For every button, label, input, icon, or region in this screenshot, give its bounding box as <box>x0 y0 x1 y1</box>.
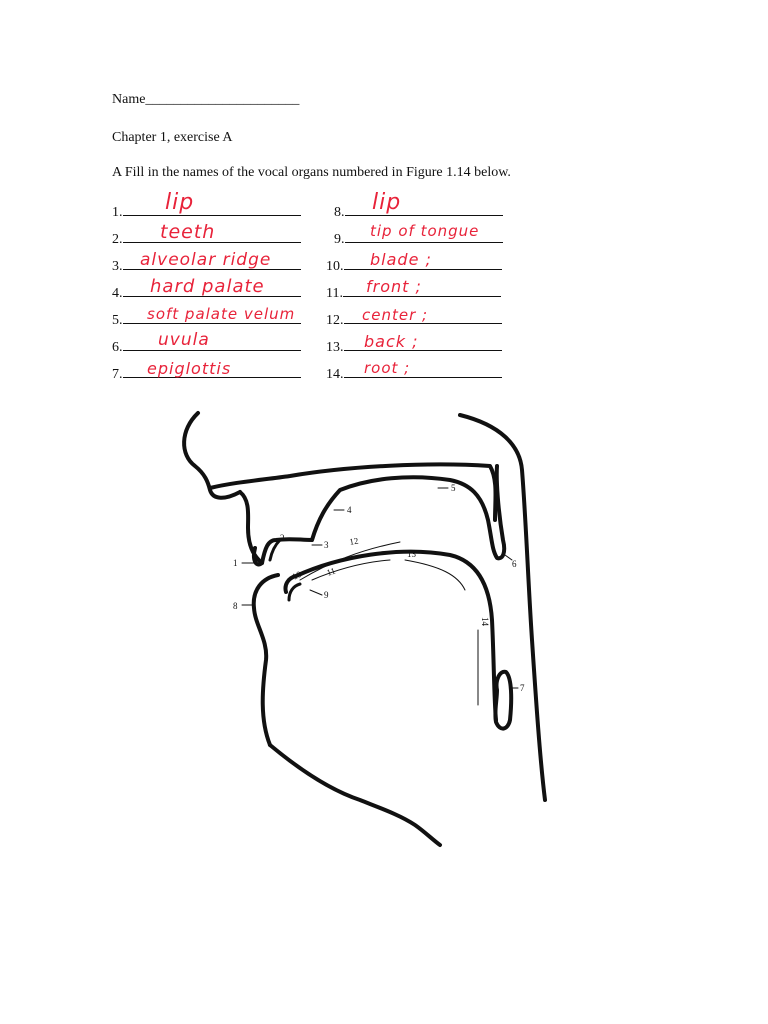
item-number: 1. <box>112 205 123 220</box>
item-number: 5. <box>112 313 123 328</box>
item-number: 8. <box>334 205 345 220</box>
answer-12: center ; <box>362 306 429 324</box>
pointer-6 <box>505 555 512 560</box>
upper-lip-outline <box>240 492 262 565</box>
answer-9: tip of tongue <box>370 222 480 240</box>
answer-4: hard palate <box>150 276 265 297</box>
item-number: 14. <box>326 367 344 382</box>
item-number: 11. <box>326 286 343 301</box>
label-5: 5 <box>451 483 456 493</box>
label-9: 9 <box>324 590 329 600</box>
answer-10: blade ; <box>370 250 432 269</box>
chapter-title: Chapter 1, exercise A <box>112 130 233 145</box>
name-field-label: Name______________________ <box>112 92 300 107</box>
item-number: 7. <box>112 367 123 382</box>
label-13: 13 <box>407 549 416 559</box>
label-7: 7 <box>520 683 525 693</box>
answer-6: uvula <box>158 330 210 350</box>
back-guide-line <box>405 560 465 590</box>
label-11: 11 <box>325 565 337 578</box>
item-number: 12. <box>326 313 344 328</box>
answer-1: lip <box>165 190 195 215</box>
pharynx-wall <box>460 415 545 800</box>
label-8: 8 <box>233 601 238 611</box>
answer-2: teeth <box>160 221 216 243</box>
item-number: 10. <box>326 259 344 274</box>
tongue-outline <box>285 552 496 720</box>
pointer-9 <box>310 590 322 595</box>
item-number: 3. <box>112 259 123 274</box>
answer-7: epiglottis <box>147 359 232 378</box>
item-number: 9. <box>334 232 345 247</box>
item-number: 13. <box>326 340 344 355</box>
label-2: 2 <box>280 533 285 543</box>
label-6: 6 <box>512 559 517 569</box>
item-number: 2. <box>112 232 123 247</box>
palate-outline <box>262 466 504 563</box>
answer-11: front ; <box>366 277 422 296</box>
label-12: 12 <box>348 535 360 547</box>
answer-3: alveolar ridge <box>140 250 272 270</box>
epiglottis-outline <box>495 672 511 729</box>
label-10: 10 <box>290 568 304 582</box>
answer-5: soft palate velum <box>147 305 296 323</box>
answer-8: lip <box>372 190 402 215</box>
front-guide-line <box>312 560 390 580</box>
item-number: 4. <box>112 286 123 301</box>
instructions: A Fill in the names of the vocal organs numbered in Figure 1.14 below. <box>112 165 511 180</box>
blade-guide-line <box>300 542 400 580</box>
answer-14: root ; <box>364 359 411 377</box>
label-4: 4 <box>347 505 352 515</box>
answer-13: back ; <box>364 332 419 351</box>
label-14: 14 <box>480 617 490 626</box>
item-number: 6. <box>112 340 123 355</box>
neck-front <box>270 745 440 845</box>
label-3: 3 <box>324 540 329 550</box>
label-1: 1 <box>233 558 238 568</box>
lower-teeth <box>289 584 300 600</box>
lower-lip-outline <box>254 575 278 745</box>
